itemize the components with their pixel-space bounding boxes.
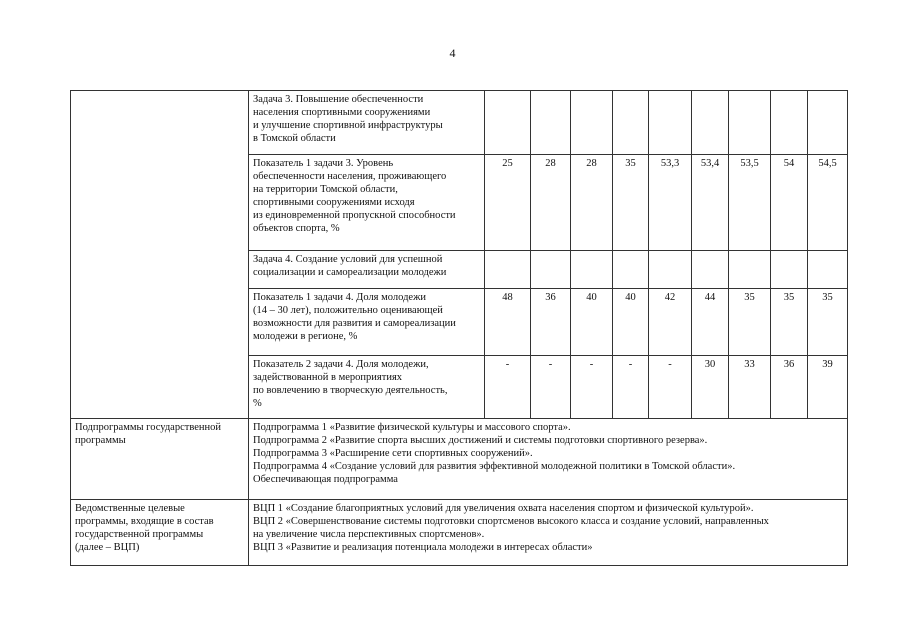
row-label-line: на территории Томской области, (253, 184, 398, 195)
value-cell: 36 (531, 289, 571, 356)
subprogram-item: Подпрограмма 4 «Создание условий для развития эффективной молодежной политики в Томской области». (253, 461, 736, 472)
value-cell: 53,4 (692, 155, 729, 251)
vcp-label-line: Ведомственные целевые (75, 503, 185, 514)
row-label (249, 356, 485, 419)
value-cell (808, 251, 848, 289)
row-label-line: объектов спорта, % (253, 223, 340, 234)
row-label-line: % (253, 398, 262, 409)
row-label (249, 289, 485, 356)
value-cell: 33 (729, 356, 771, 419)
value-cell: 53,5 (729, 155, 771, 251)
row-label-line: по вовлечению в творческую деятельность, (253, 385, 448, 396)
vcp-label-line: программы, входящие в состав (75, 516, 214, 527)
value-cell (692, 251, 729, 289)
value-cell (692, 91, 729, 155)
vcp-label (71, 500, 249, 566)
value-cell (729, 251, 771, 289)
row-label (249, 251, 485, 289)
value-cell (613, 91, 649, 155)
value-cell: 35 (771, 289, 808, 356)
row-label-line: Задача 3. Повышение обеспеченности (253, 94, 424, 105)
subprogram-item: Подпрограмма 2 «Развитие спорта высших достижений и системы подготовки спортивного резерва». (253, 435, 708, 446)
row-label-line: Показатель 1 задачи 3. Уровень (253, 158, 394, 169)
subprograms-list (249, 419, 848, 500)
row-label-line: Показатель 2 задачи 4. Доля молодежи, (253, 359, 429, 370)
value-cell: 54 (771, 155, 808, 251)
vcp-label-line: (далее – ВЦП) (75, 542, 140, 553)
table-row (71, 419, 848, 500)
value-cell (571, 251, 613, 289)
subprograms-label-line: Подпрограммы государственной (75, 422, 222, 433)
vcp-item: на увеличение числа перспективных спортсменов». (253, 529, 485, 540)
value-cell (531, 91, 571, 155)
row-label-line: из единовременной пропускной способности (253, 210, 456, 221)
row-label-line: молодежи в регионе, % (253, 331, 358, 342)
value-cell: 30 (692, 356, 729, 419)
value-cell (771, 91, 808, 155)
page-number: 4 (449, 46, 456, 60)
value-cell: 39 (808, 356, 848, 419)
value-cell: 28 (571, 155, 613, 251)
value-cell: 28 (531, 155, 571, 251)
subprogram-item: Подпрограмма 3 «Расширение сети спортивных сооружений». (253, 448, 533, 459)
value-cell: 42 (649, 289, 692, 356)
row-label (249, 155, 485, 251)
value-cell: - (571, 356, 613, 419)
value-cell: 48 (485, 289, 531, 356)
row-label-line: возможности для развития и самореализации (253, 318, 456, 329)
value-cell: - (531, 356, 571, 419)
blank-label-cell (71, 91, 249, 419)
subprograms-label-line: программы (75, 435, 126, 446)
value-cell: 35 (613, 155, 649, 251)
row-label-line: Показатель 1 задачи 4. Доля молодежи (253, 292, 426, 303)
vcp-item: ВЦП 2 «Совершенствование системы подготовки спортсменов высокого класса и создание условий, направленных (253, 516, 769, 527)
row-label-line: в Томской области (253, 133, 336, 144)
row-label-line: задействованной в мероприятиях (253, 372, 403, 383)
subprogram-item: Подпрограмма 1 «Развитие физической культуры и массового спорта». (253, 422, 571, 433)
value-cell: - (613, 356, 649, 419)
program-table (70, 90, 848, 566)
row-label (249, 91, 485, 155)
value-cell (649, 251, 692, 289)
value-cell (485, 251, 531, 289)
subprogram-item: Обеспечивающая подпрограмма (253, 474, 398, 485)
row-label-line: спортивными сооружениями исходя (253, 197, 415, 208)
vcp-item: ВЦП 1 «Создание благоприятных условий для увеличения охвата населения спортом и физической культурой». (253, 503, 754, 514)
value-cell: 25 (485, 155, 531, 251)
value-cell (771, 251, 808, 289)
row-label-line: (14 – 30 лет), положительно оценивающей (253, 305, 443, 316)
row-label-line: и улучшение спортивной инфраструктуры (253, 120, 443, 131)
subprograms-label (71, 419, 249, 500)
value-cell: 40 (571, 289, 613, 356)
vcp-label-line: государственной программы (75, 529, 204, 540)
value-cell: - (485, 356, 531, 419)
value-cell: 35 (808, 289, 848, 356)
value-cell: 36 (771, 356, 808, 419)
row-label-line: Задача 4. Создание условий для успешной (253, 254, 443, 265)
table-row (71, 91, 848, 155)
value-cell: 35 (729, 289, 771, 356)
value-cell (649, 91, 692, 155)
value-cell: 53,3 (649, 155, 692, 251)
value-cell: - (649, 356, 692, 419)
value-cell (613, 251, 649, 289)
row-label-line: социализации и самореализации молодежи (253, 267, 447, 278)
value-cell (531, 251, 571, 289)
value-cell: 40 (613, 289, 649, 356)
value-cell: 44 (692, 289, 729, 356)
value-cell: 54,5 (808, 155, 848, 251)
row-label-line: населения спортивными сооружениями (253, 107, 431, 118)
value-cell (571, 91, 613, 155)
value-cell (485, 91, 531, 155)
table-row (71, 500, 848, 566)
value-cell (808, 91, 848, 155)
vcp-item: ВЦП 3 «Развитие и реализация потенциала молодежи в интересах области» (253, 542, 593, 553)
value-cell (729, 91, 771, 155)
row-label-line: обеспеченности населения, проживающего (253, 171, 447, 182)
vcp-list (249, 500, 848, 566)
